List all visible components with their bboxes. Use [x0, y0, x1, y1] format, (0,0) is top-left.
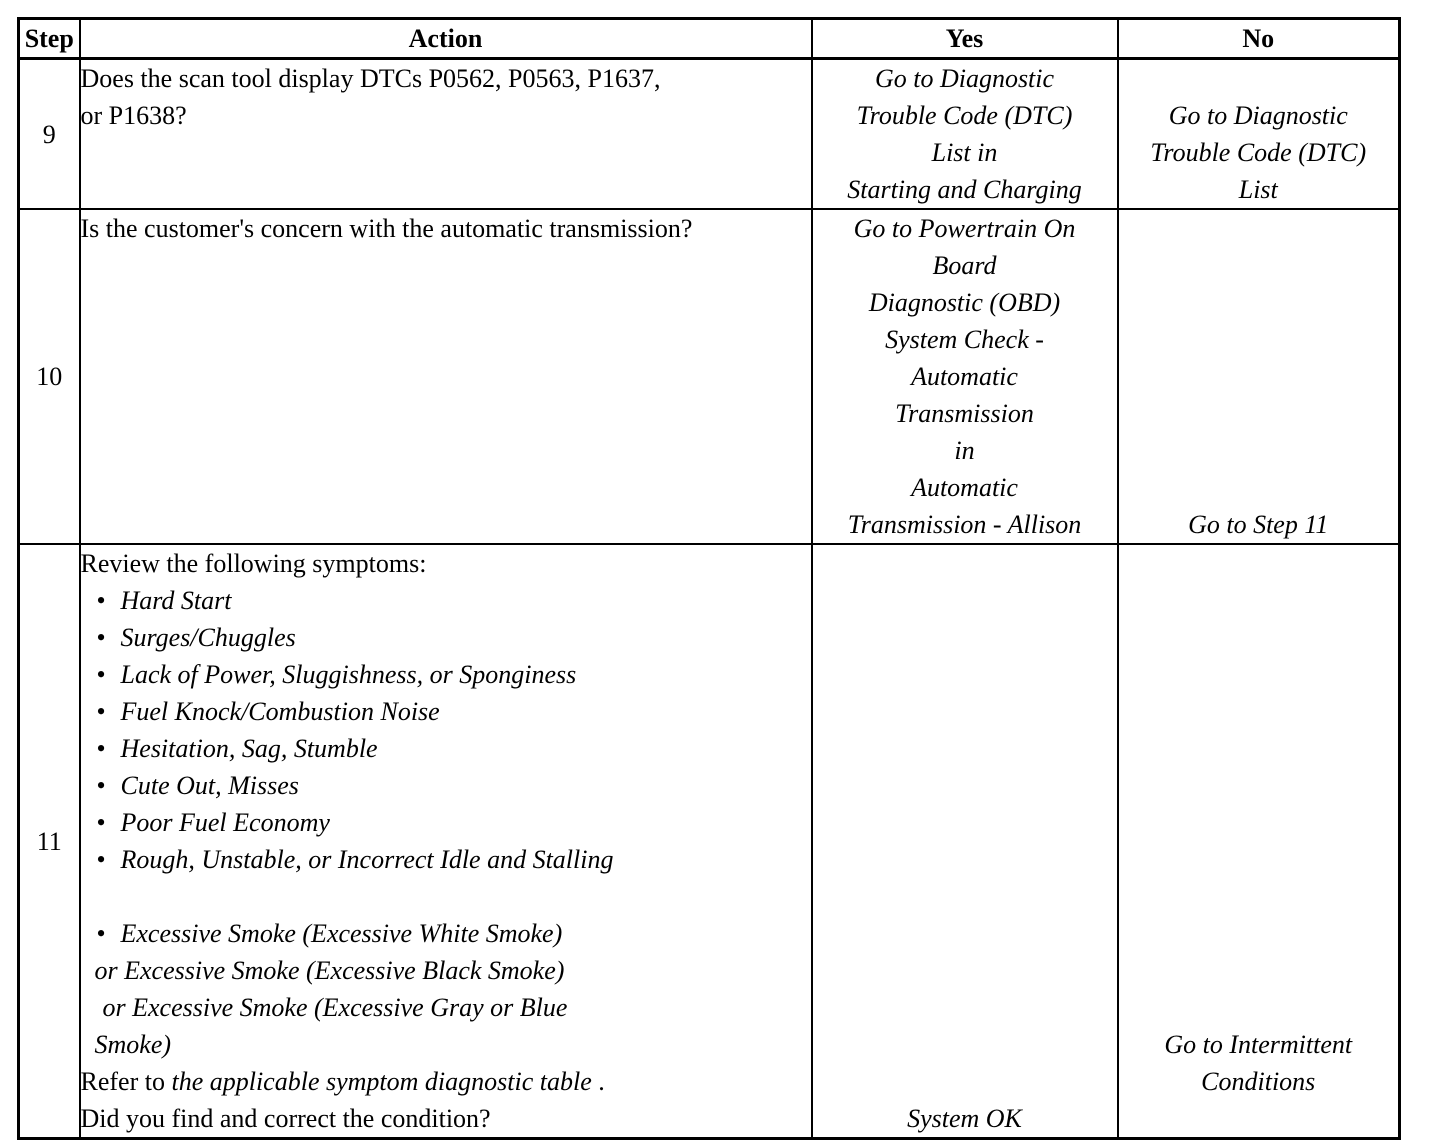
symptom-item[interactable]	[97, 804, 811, 841]
symptom-item[interactable]	[97, 767, 811, 804]
yes-cell[interactable]	[812, 59, 1118, 210]
yes-link-text[interactable]: System Check -	[885, 325, 1044, 354]
symptom-link[interactable]: Rough, Unstable, or Incorrect Idle and Stalling	[120, 845, 614, 874]
yes-link-text[interactable]: Trouble Code (DTC)	[856, 101, 1073, 130]
table-row-step-10	[19, 209, 1400, 544]
header-row	[19, 19, 1400, 59]
yes-link-text[interactable]: Transmission - Allison	[847, 510, 1082, 539]
header-step: Step	[19, 19, 80, 59]
smoke-continuation[interactable]: or Excessive Smoke (Excessive Black Smoke)	[94, 956, 565, 985]
step-number: 11	[19, 544, 80, 1139]
symptom-list	[81, 582, 811, 952]
refer-suffix: .	[591, 1067, 605, 1096]
action-text: or P1638?	[80, 101, 187, 130]
symptom-item[interactable]	[97, 582, 811, 619]
table-row-step-11	[19, 544, 1400, 1139]
step-number: 9	[19, 59, 80, 210]
yes-link-text[interactable]: List in	[931, 138, 998, 167]
action-text: Does the scan tool display DTCs P0562, P0563, P1637,	[80, 64, 661, 93]
symptom-link[interactable]: Fuel Knock/Combustion Noise	[120, 697, 440, 726]
symptom-link[interactable]: Poor Fuel Economy	[120, 808, 330, 837]
action-question: Did you find and correct the condition?	[80, 1104, 491, 1133]
bullet-glyph: •	[96, 919, 106, 948]
step-number: 10	[19, 209, 80, 544]
symptom-item[interactable]	[97, 656, 811, 693]
symptom-link[interactable]: Lack of Power, Sluggishness, or Sponginess	[120, 660, 577, 689]
table-row-step-9	[19, 59, 1400, 210]
symptom-item[interactable]	[97, 693, 811, 730]
header-no: No	[1118, 19, 1400, 59]
action-intro: Review the following symptoms:	[80, 549, 427, 578]
action-cell	[80, 59, 812, 210]
diagnostic-table	[17, 17, 1401, 1140]
no-cell[interactable]	[1118, 544, 1400, 1139]
symptom-item[interactable]	[97, 730, 811, 767]
symptom-link[interactable]: Cute Out, Misses	[120, 771, 299, 800]
yes-link-text[interactable]: Diagnostic (OBD)	[868, 288, 1061, 317]
yes-link-text[interactable]: Transmission	[895, 399, 1034, 428]
yes-link-text[interactable]: Go to Diagnostic	[874, 64, 1055, 93]
symptom-link[interactable]: Excessive Smoke (Excessive White Smoke)	[120, 919, 563, 948]
yes-link-text[interactable]: Board	[932, 251, 997, 280]
smoke-continuation[interactable]: or Excessive Smoke (Excessive Gray or Blue	[102, 993, 568, 1022]
no-link-text[interactable]: Go to Intermittent	[1164, 1030, 1353, 1059]
no-link-text[interactable]: Go to Step 11	[1188, 510, 1329, 539]
bullet-glyph: •	[96, 586, 106, 615]
symptom-item[interactable]	[97, 915, 811, 952]
yes-result-text: System OK	[907, 1104, 1022, 1133]
spacer-line	[1119, 1100, 1399, 1137]
yes-cell	[812, 544, 1118, 1139]
action-cell	[80, 209, 812, 544]
refer-line	[81, 1063, 811, 1100]
symptom-item[interactable]	[97, 841, 811, 878]
symptom-item[interactable]	[97, 619, 811, 656]
bullet-glyph: •	[96, 734, 106, 763]
yes-link-text[interactable]: in	[954, 436, 975, 465]
yes-link-text[interactable]: Starting and Charging	[847, 175, 1082, 204]
bullet-glyph: •	[96, 808, 106, 837]
yes-link-text[interactable]: Go to Powertrain On	[853, 214, 1076, 243]
no-cell[interactable]	[1118, 59, 1400, 210]
no-link-text[interactable]: List	[1238, 175, 1278, 204]
bullet-glyph: •	[96, 697, 106, 726]
bullet-glyph: •	[96, 771, 106, 800]
header-action: Action	[80, 19, 812, 59]
refer-prefix: Refer to	[80, 1067, 172, 1096]
symptom-table-link[interactable]: the applicable symptom diagnostic table	[171, 1067, 592, 1096]
symptom-link[interactable]: Surges/Chuggles	[120, 623, 296, 652]
bullet-glyph: •	[96, 845, 106, 874]
no-link-text[interactable]: Conditions	[1201, 1067, 1316, 1096]
action-cell	[80, 544, 812, 1139]
smoke-continuation[interactable]: Smoke)	[94, 1030, 172, 1059]
yes-link-text[interactable]: Automatic	[911, 362, 1018, 391]
bullet-glyph: •	[96, 660, 106, 689]
symptom-link[interactable]: Hard Start	[120, 586, 232, 615]
symptom-link[interactable]: Hesitation, Sag, Stumble	[120, 734, 378, 763]
no-link-text[interactable]: Trouble Code (DTC)	[1150, 138, 1367, 167]
header-yes: Yes	[812, 19, 1118, 59]
no-link-text[interactable]: Go to Diagnostic	[1168, 101, 1348, 130]
action-text: Is the customer's concern with the automatic transmission?	[80, 214, 693, 243]
bullet-glyph: •	[96, 623, 106, 652]
yes-cell[interactable]	[812, 209, 1118, 544]
no-cell[interactable]	[1118, 209, 1400, 544]
yes-link-text[interactable]: Automatic	[911, 473, 1018, 502]
